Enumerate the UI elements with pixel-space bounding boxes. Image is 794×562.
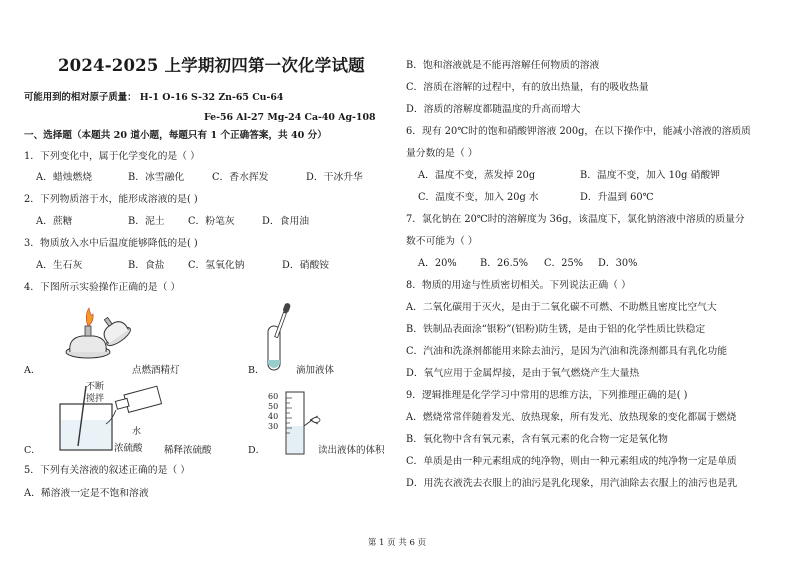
q7-option-d: D．30% — [598, 258, 638, 269]
q8-option-a: A．二氧化碳用于灭火，是由于二氧化碳不可燃、不助燃且密度比空气大 — [406, 302, 717, 313]
q4-option-c-letter: C． — [24, 445, 41, 456]
q1-option-d: D．干冰升华 — [306, 172, 363, 183]
q4-d-tick-40: 40 — [268, 412, 279, 421]
q8-option-d: D．氧气应用于金属焊接，是由于氧气燃烧产生大量热 — [406, 368, 640, 379]
q4-c-label-acid: 浓硫酸 — [114, 443, 143, 454]
q4-stem: 4．下图所示实验操作正确的是（ ） — [24, 282, 181, 293]
q6-option-c: C．温度不变，加入 20g 水 — [418, 192, 539, 203]
atomic-masses-line-1: 可能用到的相对原子质量： H-1 O-16 S-32 Zn-65 Cu-64 — [24, 92, 284, 103]
section-heading: 一、选择题（本题共 20 道小题，每题只有 1 个正确答案，共 40 分） — [24, 130, 327, 141]
q6-option-b: B．温度不变，加入 10g 硝酸钾 — [580, 170, 720, 181]
q3-stem: 3．物质放入水中后温度能够降低的是( ) — [24, 238, 198, 249]
q8-stem: 8．物质的用途与性质密切相关。下列说法正确（ ） — [406, 280, 631, 291]
q4-option-d-caption: 读出液体的体积 — [318, 445, 385, 456]
q8-option-b: B．铁制品表面涂“银粉”(铝粉)防生锈，是由于铝的化学性质比铁稳定 — [406, 324, 706, 335]
q9-option-a: A．燃烧常常伴随着发光、放热现象，所有发光、放热现象的变化都属于燃烧 — [406, 412, 737, 423]
q1-stem: 1．下列变化中，属于化学变化的是（ ） — [24, 151, 200, 162]
q1-option-a: A．蜡烛燃烧 — [36, 172, 93, 183]
page-footer: 第 1 页 共 6 页 — [367, 538, 427, 548]
q6-stem-1: 6．现有 20℃时的饱和硝酸钾溶液 200g，在以下操作中，能减小溶液的溶质质 — [406, 126, 751, 137]
q6-option-d: D．升温到 60℃ — [580, 192, 654, 203]
q7-option-b: B．26.5% — [480, 258, 529, 269]
q2-option-c: C．粉笔灰 — [188, 216, 235, 227]
q2-stem: 2．下列物质溶于水，能形成溶液的是( ) — [24, 194, 198, 205]
q5-stem: 5．下列有关溶液的叙述正确的是（ ） — [24, 465, 191, 476]
q2-option-a: A．蔗糖 — [36, 216, 73, 227]
page-title: 2024-2025 上学期初四第一次化学试题 — [58, 56, 365, 75]
q9-stem: 9．逻辑推理是化学学习中常用的思维方法，下列推理正确的是( ) — [406, 390, 688, 401]
q4-d-tick-50: 50 — [268, 402, 279, 411]
q4-option-b-letter: B． — [248, 365, 265, 376]
q4-c-label-water: 水 — [132, 427, 142, 437]
q7-option-c: C．25% — [544, 258, 584, 269]
q4-figure-a-alcohol-lamp — [58, 302, 138, 362]
q4-d-tick-30: 30 — [268, 422, 279, 431]
q7-stem-2: 数不可能为（ ） — [406, 236, 478, 247]
q5-option-b: B．饱和溶液就是不能再溶解任何物质的溶液 — [406, 60, 600, 71]
q5-option-d: D．溶质的溶解度都随温度的升高而增大 — [406, 104, 581, 115]
q9-option-d: D．用洗衣液洗去衣服上的油污是乳化现象，用汽油除去衣服上的油污也是乳 — [406, 478, 738, 489]
q9-option-c: C．单质是由一种元素组成的纯净物，则由一种元素组成的纯净物一定是单质 — [406, 456, 737, 467]
q4-option-b-caption: 滴加液体 — [296, 365, 335, 376]
atomic-masses-line-2: Fe-56 Al-27 Mg-24 Ca-40 Ag-108 — [204, 112, 376, 123]
q3-option-c: C．氢氧化钠 — [188, 260, 245, 271]
q3-option-a: A．生石灰 — [36, 260, 83, 271]
q1-option-b: B．冰雪融化 — [128, 172, 185, 183]
q5-option-c: C．溶质在溶解的过程中，有的放出热量，有的吸收热量 — [406, 82, 649, 93]
q8-option-c: C．汽油和洗涤剂都能用来除去油污，是因为汽油和洗涤剂都具有乳化功能 — [406, 346, 727, 357]
q9-option-b: B．氧化物中含有氧元素，含有氧元素的化合物一定是氧化物 — [406, 434, 668, 445]
q4-option-d-letter: D． — [248, 445, 266, 456]
q3-option-d: D．硝酸铵 — [282, 260, 330, 271]
q3-option-b: B．食盐 — [128, 260, 165, 271]
q4-option-c-caption: 稀释浓硫酸 — [164, 445, 212, 456]
q2-option-d: D．食用油 — [262, 216, 310, 227]
q4-option-a-caption: 点燃酒精灯 — [132, 365, 180, 376]
q4-option-a-letter: A． — [24, 365, 41, 376]
q7-option-a: A．20% — [418, 258, 457, 269]
q4-d-tick-60: 60 — [268, 392, 279, 401]
q2-option-b: B．泥土 — [128, 216, 165, 227]
q4-c-label-stir-1: 不断 — [86, 382, 105, 392]
q6-stem-2: 量分数的是（ ） — [406, 148, 478, 159]
q6-option-a: A．温度不变，蒸发掉 20g — [418, 170, 536, 181]
q7-stem-1: 7．氯化钠在 20℃时的溶解度为 36g，该温度下，氯化钠溶液中溶质的质量分 — [406, 214, 745, 225]
q5-option-a: A．稀溶液一定是不饱和溶液 — [24, 488, 149, 499]
q1-option-c: C．香水挥发 — [212, 172, 269, 183]
q4-c-label-stir-2: 搅拌 — [86, 394, 105, 404]
